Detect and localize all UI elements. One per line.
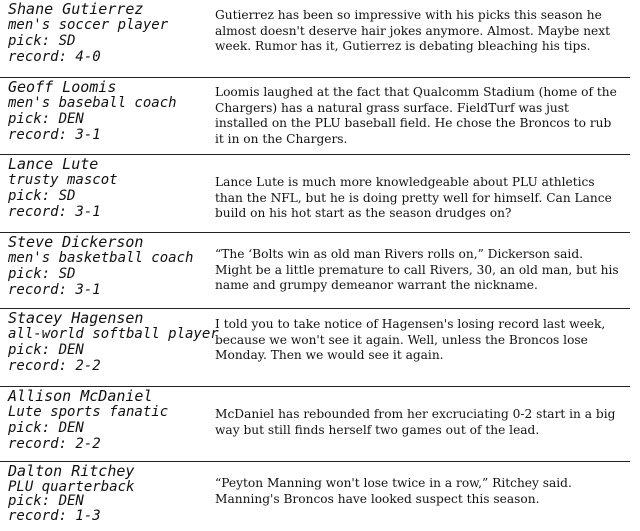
list-item [0,462,630,531]
picker-record: record: 1-3 [8,508,101,524]
list-item [0,387,630,462]
picker-record: record: 2-2 [8,436,101,452]
picker-record: record: 4-0 [8,49,101,65]
picker-role: men's basketball coach [8,250,194,266]
picker-blurb: Loomis laughed at the fact that Qualcomm Stadium (home of the Chargers) has a natural grass surface. FieldTurf was just installed on the PLU baseball field. He chose the Broncos to rub it in on the Chargers. [215,85,617,146]
picker-info [8,388,208,452]
list-item [0,0,630,78]
picker-pick: pick: DEN [8,342,84,358]
list-item [0,155,630,233]
picker-record: record: 3-1 [8,282,101,298]
list-item [0,309,630,387]
list-item [0,233,630,309]
picker-role: all-world softball player [8,326,219,342]
picker-name: Stacey Hagensen [8,309,144,327]
picker-pick: pick: SD [8,266,76,282]
picker-role: trusty mascot [8,172,118,188]
picker-blurb: Lance Lute is much more knowledgeable about PLU athletics than the NFL, but he is doing pretty well for himself. Can Lance build on his hot start as the season drudges on? [215,175,612,220]
picker-role: Lute sports fanatic [8,404,169,420]
picker-pick: pick: SD [8,188,76,204]
picker-name: Dalton Ritchey [8,462,135,480]
picker-record: record: 3-1 [8,204,101,220]
list-item [0,78,630,155]
picker-name: Steve Dickerson [8,233,144,251]
picker-role: men's soccer player [8,17,169,33]
picker-name: Lance Lute [8,155,99,173]
picker-role: PLU quarterback [8,479,135,495]
picker-info [8,234,208,298]
picker-name: Geoff Loomis [8,78,117,96]
picker-blurb: McDaniel has rebounded from her excruciating 0-2 start in a big way but still finds herself two games out of the lead. [215,407,616,437]
picker-pick: pick: DEN [8,111,84,127]
picker-info [8,463,208,524]
picker-role: men's baseball coach [8,95,177,111]
picker-blurb: “The ‘Bolts win as old man Rivers rolls on,” Dickerson said. Might be a little premature to call Rivers, 30, an old man, but his name and grumpy demeanor warrant the nickname. [215,247,619,292]
picker-info [8,156,208,220]
picker-info [8,309,219,374]
picker-blurb: I told you to take notice of Hagensen's losing record last week, because we won't see it again. Well, unless the Broncos lose Monday. Then we would see it again. [215,317,606,362]
picker-blurb: Gutierrez has been so impressive with his picks this season he almost doesn't deserve hair jokes anymore. Almost. Maybe next week. Rumor has it, Gutierrez is debating bleaching his tips. [215,8,611,53]
picker-pick: pick: DEN [8,420,84,436]
picker-name: Allison McDaniel [8,387,153,405]
picker-record: record: 2-2 [8,358,101,374]
picker-pick: pick: SD [8,33,76,49]
picker-name: Shane Gutierrez [8,0,144,18]
picker-pick: pick: DEN [8,493,84,509]
picker-blurb: “Peyton Manning won't lose twice in a row,” Ritchey said. Manning's Broncos have looked suspect this season. [215,476,572,506]
picker-record: record: 3-1 [8,127,101,143]
picker-info [8,79,208,143]
picker-info [8,1,208,65]
